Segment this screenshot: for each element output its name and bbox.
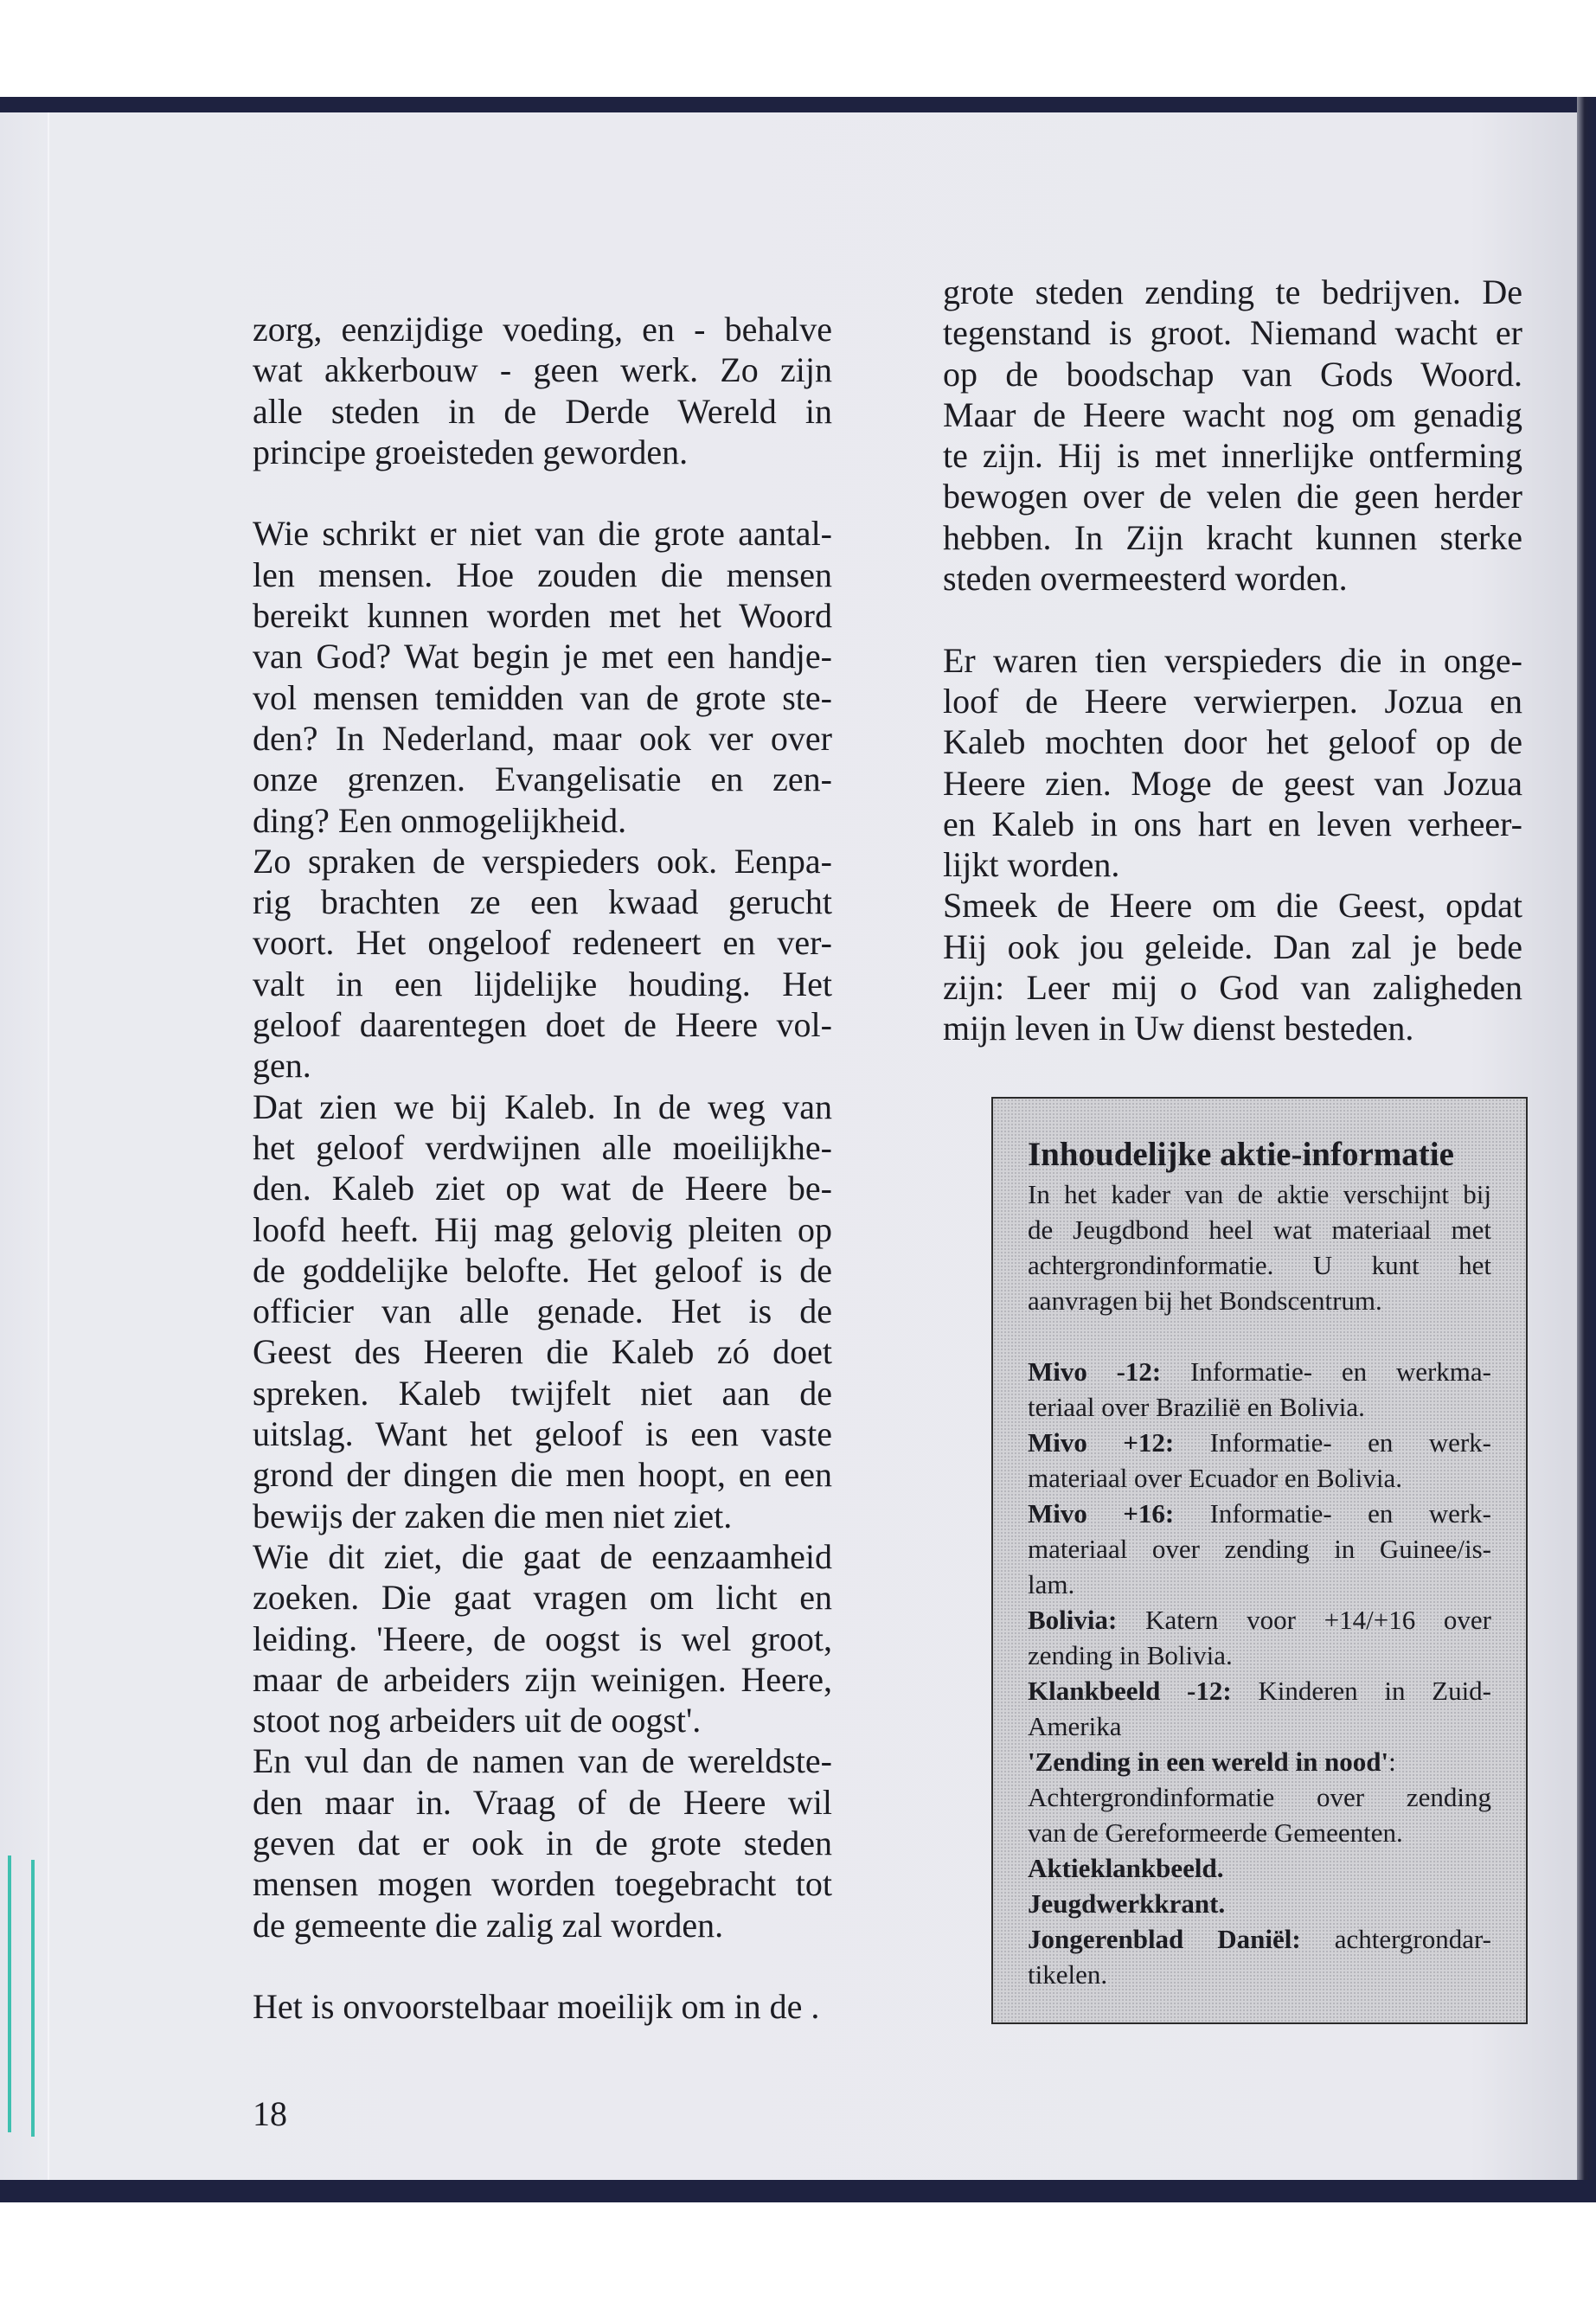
info-item-text: Informatie- en werkma- xyxy=(1161,1356,1491,1387)
text-line: den maar in. Vraag of de Heere wil xyxy=(253,1782,832,1822)
text-line: gen. xyxy=(253,1046,311,1086)
info-item-text: van de Gereformeerde Gemeenten. xyxy=(1028,1817,1403,1848)
text-line: Het is onvoorstelbaar moeilijk om in de . xyxy=(253,1987,820,2027)
info-item-label: Mivo -12: xyxy=(1028,1356,1162,1387)
bookmark-strip xyxy=(31,1860,35,2137)
info-item-text: : xyxy=(1388,1747,1396,1777)
info-item-line xyxy=(1028,1850,1491,1886)
info-item-line xyxy=(1028,1460,1491,1496)
text-line: vol mensen temidden van de grote ste- xyxy=(253,677,832,717)
text-line: Wie dit ziet, die gaat de eenzaamheid xyxy=(253,1536,832,1576)
info-box xyxy=(991,1097,1528,2024)
info-item-text: materiaal over zending in Guinee/is- xyxy=(1028,1534,1491,1564)
text-line: alle steden in de Derde Wereld in xyxy=(253,391,832,431)
info-item-line xyxy=(1028,1886,1491,1921)
paragraph-gap xyxy=(253,1945,832,1986)
info-item-text: Kinderen in Zuid- xyxy=(1231,1676,1491,1706)
text-line: en Kaleb in ons hart en leven verheer- xyxy=(943,804,1522,843)
text-line: geven dat er ook in de grote steden xyxy=(253,1823,832,1862)
info-item-text: tikelen. xyxy=(1028,1959,1108,1990)
text-line: officier van alle genade. Het is de xyxy=(253,1292,832,1331)
info-item-text: materiaal over Ecuador en Bolivia. xyxy=(1028,1463,1402,1493)
bookmark-strip xyxy=(8,1856,11,2132)
text-line: loof de Heere verwierpen. Jozua en xyxy=(943,681,1522,721)
text-line: grond der dingen die men hoopt, en een xyxy=(253,1455,832,1495)
info-item-text: Amerika xyxy=(1028,1711,1122,1741)
text-line: zoeken. Die gaat vragen om licht en xyxy=(253,1578,832,1618)
left-text-column xyxy=(253,309,832,2027)
text-line: hebben. In Zijn kracht kunnen sterke xyxy=(943,517,1522,557)
info-gap xyxy=(1028,1318,1491,1354)
info-item-line xyxy=(1028,1673,1491,1708)
info-item-label: Bolivia: xyxy=(1028,1605,1118,1635)
text-line: grote steden zending te bedrijven. De xyxy=(943,272,1522,311)
page-number: 18 xyxy=(253,2094,287,2133)
text-line: maar de arbeiders zijn weinigen. Heere, xyxy=(253,1659,832,1699)
text-line: den? In Nederland, maar ook ver over xyxy=(253,718,832,758)
text-line: stoot nog arbeiders uit de oogst'. xyxy=(253,1701,702,1740)
right-text-column xyxy=(943,272,1522,1049)
info-intro-line: achtergrondinformatie. U kunt het xyxy=(1028,1250,1491,1280)
info-item-line xyxy=(1028,1602,1491,1638)
info-item-label: Mivo +12: xyxy=(1028,1427,1175,1458)
info-item-line xyxy=(1028,1354,1491,1389)
info-item-text: Achtergrondinformatie over zending xyxy=(1028,1782,1491,1812)
text-line: leiding. 'Heere, de oogst is wel groot, xyxy=(253,1618,832,1658)
text-line: tegenstand is groot. Niemand wacht er xyxy=(943,313,1522,353)
text-line: mijn leven in Uw dienst besteden. xyxy=(943,1009,1414,1048)
info-intro-line: de Jeugdbond heel wat materiaal met xyxy=(1028,1215,1491,1245)
text-line: Smeek de Heere om die Geest, opdat xyxy=(943,886,1522,926)
text-line: Wie schrikt er niet van die grote aantal- xyxy=(253,514,832,554)
info-item-line xyxy=(1028,1957,1491,1992)
info-item-text: lam. xyxy=(1028,1569,1075,1599)
text-line: Heere zien. Moge de geest van Jozua xyxy=(943,763,1522,803)
text-line: Hij ook jou geleide. Dan zal je bede xyxy=(943,926,1522,966)
text-line: bewijs der zaken die men niet ziet. xyxy=(253,1496,733,1535)
info-item-line xyxy=(1028,1744,1491,1779)
info-item-line xyxy=(1028,1638,1491,1673)
text-line: geloof daarentegen doet de Heere vol- xyxy=(253,1005,832,1045)
text-line: den. Kaleb ziet op wat de Heere be- xyxy=(253,1169,832,1208)
info-item-label: 'Zending in een wereld in nood' xyxy=(1028,1747,1389,1777)
info-intro-line: In het kader van de aktie verschijnt bij xyxy=(1028,1179,1491,1209)
info-item-line xyxy=(1028,1496,1491,1531)
paragraph-gap xyxy=(253,472,832,513)
text-line: principe groeisteden geworden. xyxy=(253,432,689,471)
text-line: voort. Het ongeloof redeneert en ver- xyxy=(253,923,832,963)
text-line: steden overmeesterd worden. xyxy=(943,559,1348,599)
info-item-text: zending in Bolivia. xyxy=(1028,1640,1233,1670)
text-line: Kaleb mochten door het geloof op de xyxy=(943,722,1522,762)
text-line: de gemeente die zalig zal worden. xyxy=(253,1905,724,1945)
info-item-line xyxy=(1028,1815,1491,1850)
info-item-text: Katern voor +14/+16 over xyxy=(1117,1605,1491,1635)
text-line: Geest des Heeren die Kaleb zó doet xyxy=(253,1332,832,1372)
text-line: de goddelijke belofte. Het geloof is de xyxy=(253,1250,832,1290)
paragraph-gap xyxy=(943,599,1522,639)
text-line: Maar de Heere wacht nog om genadig xyxy=(943,394,1522,434)
text-line: wat akkerbouw - geen werk. Zo zijn xyxy=(253,350,832,390)
text-line: mensen mogen worden toegebracht tot xyxy=(253,1864,832,1904)
info-item-line xyxy=(1028,1389,1491,1425)
text-line: En vul dan de namen van de wereldste- xyxy=(253,1741,832,1781)
text-line: Dat zien we bij Kaleb. In de weg van xyxy=(253,1086,832,1126)
text-line: onze grenzen. Evangelisatie en zen- xyxy=(253,760,832,799)
text-line: bewogen over de velen die geen herder xyxy=(943,477,1522,516)
info-item-line xyxy=(1028,1567,1491,1602)
text-line: ding? Een onmogelijkheid. xyxy=(253,800,627,840)
info-intro-line: aanvragen bij het Bondscentrum. xyxy=(1028,1285,1382,1316)
info-item-line xyxy=(1028,1708,1491,1744)
text-line: op de boodschap van Gods Woord. xyxy=(943,354,1522,394)
text-line: rig brachten ze een kwaad gerucht xyxy=(253,882,832,922)
info-item-label: Mivo +16: xyxy=(1028,1498,1175,1529)
info-item-line xyxy=(1028,1425,1491,1460)
text-line: van God? Wat begin je met een handje- xyxy=(253,637,832,676)
text-line: spreken. Kaleb twijfelt niet aan de xyxy=(253,1373,832,1413)
info-item-label: Jongerenblad Daniël: xyxy=(1028,1924,1301,1954)
info-item-label: Aktieklankbeeld. xyxy=(1028,1853,1224,1883)
info-item-text: teriaal over Brazilië en Bolivia. xyxy=(1028,1392,1365,1422)
info-item-line xyxy=(1028,1921,1491,1957)
page-fold-line xyxy=(48,112,49,2180)
book-cover-right-edge xyxy=(1577,97,1596,2202)
book-cover-bottom-edge xyxy=(0,2180,1596,2202)
text-line: het geloof verdwijnen alle moeilijkhe- xyxy=(253,1127,832,1167)
text-line: len mensen. Hoe zouden die mensen xyxy=(253,554,832,594)
text-line: zorg, eenzijdige voeding, en - behalve xyxy=(253,310,832,349)
text-line: valt in een lijdelijke houding. Het xyxy=(253,964,832,1003)
text-line: Zo spraken de verspieders ook. Eenpa- xyxy=(253,841,832,881)
info-item-label: Jeugdwerkkrant. xyxy=(1028,1888,1226,1919)
info-item-label: Klankbeeld -12: xyxy=(1028,1676,1232,1706)
text-line: loofd heeft. Hij mag gelovig pleiten op xyxy=(253,1209,832,1249)
info-item-text: Informatie- en werk- xyxy=(1174,1498,1491,1529)
text-line: lijkt worden. xyxy=(943,845,1120,885)
text-line: bereikt kunnen worden met het Woord xyxy=(253,596,832,636)
info-item-line xyxy=(1028,1779,1491,1815)
text-line: te zijn. Hij is met innerlijke ontferming xyxy=(943,436,1522,476)
info-item-text: Informatie- en werk- xyxy=(1174,1427,1491,1458)
text-line: Er waren tien verspieders die in onge- xyxy=(943,640,1522,680)
info-item-text: achtergrondar- xyxy=(1300,1924,1491,1954)
book-cover-top-edge xyxy=(0,97,1596,112)
info-item-line xyxy=(1028,1531,1491,1567)
info-box-title: Inhoudelijke aktie-informatie xyxy=(1028,1136,1454,1173)
text-line: uitslag. Want het geloof is een vaste xyxy=(253,1414,832,1454)
text-line: zijn: Leer mij o God van zaligheden xyxy=(943,968,1522,1008)
